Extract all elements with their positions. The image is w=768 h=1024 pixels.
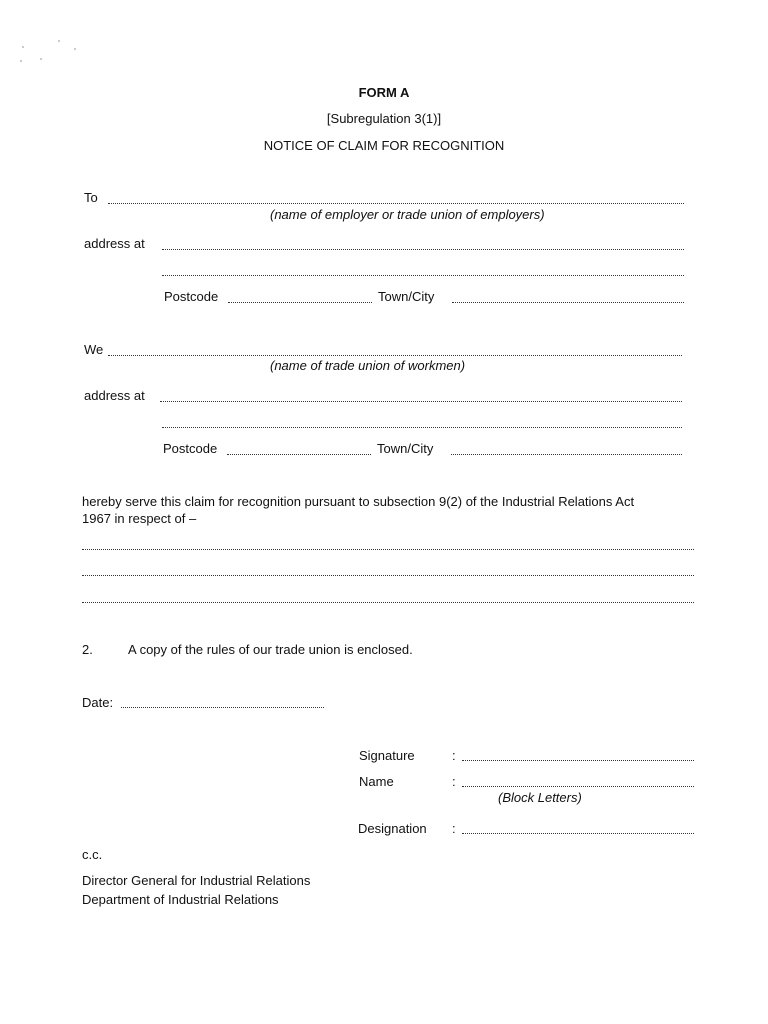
employer-name-hint: (name of employer or trade union of employers)	[270, 207, 545, 222]
designation-label: Designation	[358, 821, 427, 836]
to-label: To	[84, 190, 98, 205]
union-address-line-2[interactable]	[162, 427, 682, 428]
name-label: Name	[359, 774, 394, 789]
signature-label: Signature	[359, 748, 415, 763]
union-town-field[interactable]	[451, 454, 682, 455]
scan-speck	[74, 48, 76, 50]
employer-address-label: address at	[84, 236, 145, 251]
we-label: We	[84, 342, 104, 357]
employer-address-line-2[interactable]	[162, 275, 684, 276]
employer-town-label: Town/City	[378, 289, 435, 304]
union-postcode-field[interactable]	[227, 454, 371, 455]
employer-address-line-1[interactable]	[162, 249, 684, 250]
scan-speck	[58, 40, 60, 42]
claim-line-3[interactable]	[82, 602, 694, 603]
block-letters-hint: (Block Letters)	[498, 790, 582, 805]
employer-town-field[interactable]	[452, 302, 684, 303]
subregulation: [Subregulation 3(1)]	[326, 111, 442, 126]
name-field[interactable]	[462, 786, 694, 787]
notice-title: NOTICE OF CLAIM FOR RECOGNITION	[263, 138, 505, 153]
item-2-number: 2.	[82, 642, 93, 657]
union-address-label: address at	[84, 388, 145, 403]
signature-colon: :	[452, 748, 456, 763]
designation-colon: :	[452, 821, 456, 836]
employer-postcode-label: Postcode	[164, 289, 219, 304]
item-2-text: A copy of the rules of our trade union is enclosed.	[128, 642, 413, 657]
cc-recipient-line-2: Department of Industrial Relations	[82, 892, 279, 907]
form-title: FORM A	[358, 85, 410, 100]
union-town-label: Town/City	[377, 441, 434, 456]
employer-postcode-field[interactable]	[228, 302, 372, 303]
date-label: Date:	[82, 695, 114, 710]
union-name-hint: (name of trade union of workmen)	[270, 358, 466, 373]
claim-text-line-1: hereby serve this claim for recognition pursuant to subsection 9(2) of the Industrial Relations Act	[82, 494, 635, 509]
cc-recipient-line-1: Director General for Industrial Relations	[82, 873, 311, 888]
claim-text-line-2: 1967 in respect of –	[82, 511, 197, 526]
scan-speck	[40, 58, 42, 60]
scan-speck	[20, 60, 22, 62]
union-address-line-1[interactable]	[160, 401, 682, 402]
name-colon: :	[452, 774, 456, 789]
signature-field[interactable]	[462, 760, 694, 761]
date-field[interactable]	[121, 707, 324, 708]
cc-label: c.c.	[82, 847, 103, 862]
claim-line-2[interactable]	[82, 575, 694, 576]
union-postcode-label: Postcode	[163, 441, 218, 456]
union-name-field[interactable]	[108, 355, 682, 356]
scan-speck	[22, 46, 24, 48]
designation-field[interactable]	[462, 833, 694, 834]
employer-name-field[interactable]	[108, 203, 684, 204]
claim-line-1[interactable]	[82, 549, 694, 550]
